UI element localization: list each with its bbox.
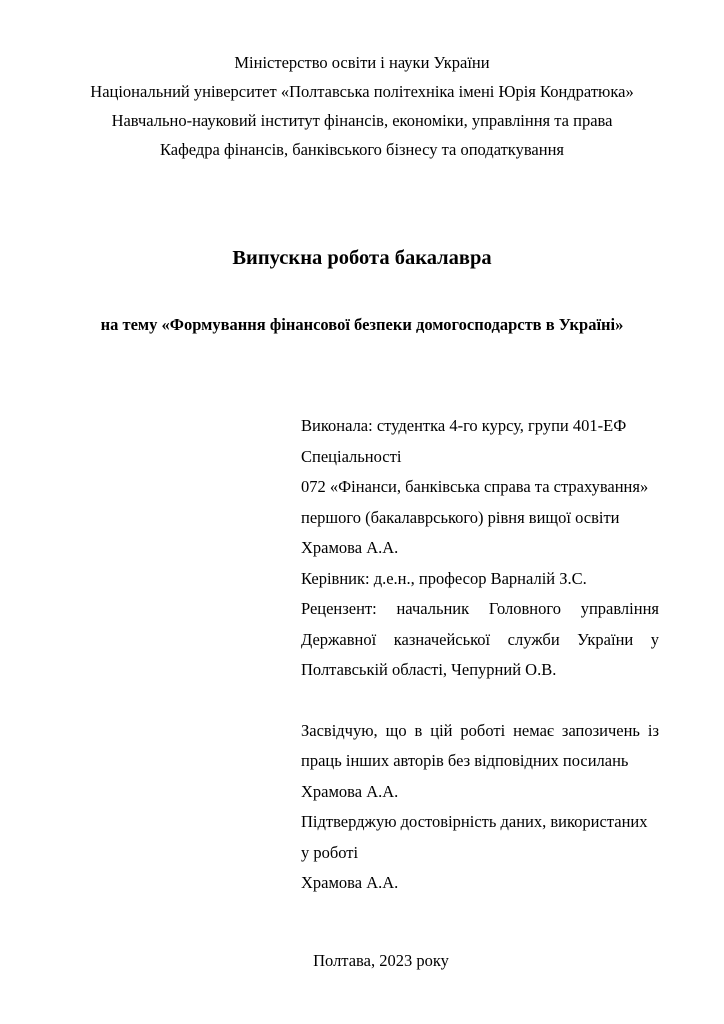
originality-line-2: праць інших авторів без відповідних посилань [301, 751, 629, 770]
performed-by: Виконала: студентка 4-го курсу, групи 401-ЕФ [301, 416, 627, 435]
document-title: Випускна робота бакалавра [232, 247, 492, 269]
data-confirmation-signature: Храмова А.А. [301, 873, 399, 892]
reviewer-line-1: Рецензент: начальник Головного управління [301, 599, 659, 618]
place-and-year: Полтава, 2023 року [313, 951, 449, 970]
data-confirmation-line-2: у роботі [301, 842, 359, 862]
university-name: Національний університет «Полтавська політехніка імені Юрія Кондратюка» [90, 82, 634, 101]
header-block [0, 48, 724, 164]
institute-name: Навчально-науковий інститут фінансів, економіки, управління та права [111, 111, 613, 130]
data-confirmation-line-1: Підтверджую достовірність даних, використаних [301, 812, 648, 831]
author-info-block [301, 411, 681, 899]
specialty: 072 «Фінанси, банківська справа та страхування» [301, 477, 649, 496]
spacer [301, 686, 681, 716]
reviewer-line-2: Державної казначейської служби України у [301, 629, 659, 649]
originality-signature: Храмова А.А. [301, 781, 399, 801]
reviewer-line-3: Полтавській області, Чепурний О.В. [301, 660, 557, 679]
department-name: Кафедра фінансів, банківського бізнесу та оподаткування [159, 140, 564, 159]
ministry-name: Міністерство освіти і науки України [234, 53, 490, 72]
student-name: Храмова А.А. [301, 538, 399, 557]
education-level: першого (бакалаврського) рівня вищої освіти [301, 507, 620, 527]
supervisor: Керівник: д.е.н., професор Варналій З.С. [301, 568, 587, 588]
thesis-topic: на тему «Формування фінансової безпеки домогосподарств в Україні» [100, 315, 624, 334]
specialty-label: Спеціальності [301, 446, 402, 466]
originality-line-1: Засвідчую, що в цій роботі немає запозичень із [301, 720, 659, 740]
